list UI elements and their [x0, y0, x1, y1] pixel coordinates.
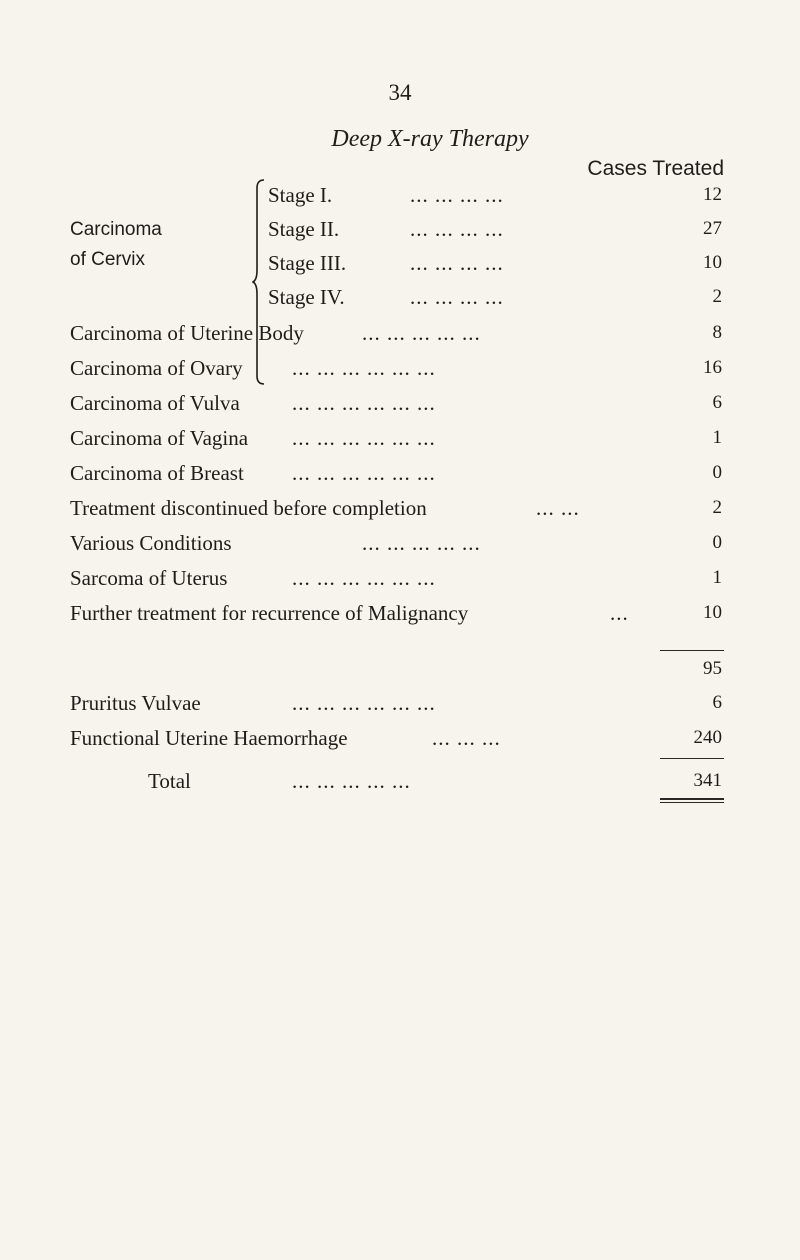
row-label: Stage III. — [268, 251, 347, 275]
table-row — [70, 316, 722, 350]
table-row-stage-3 — [70, 246, 722, 280]
leader-dots: ... ... ... ... ... ... — [292, 461, 436, 485]
leader-dots: ... ... ... ... ... ... — [292, 691, 436, 715]
row-value: 240 — [693, 727, 722, 748]
table-row — [70, 596, 722, 630]
row-label: Carcinoma of Breast — [70, 461, 244, 485]
leader-dots: ... ... ... ... — [410, 285, 504, 309]
leader-dots: ... ... ... ... ... — [362, 321, 481, 345]
total-value: 341 — [693, 770, 722, 791]
page-number: 34 — [388, 80, 412, 105]
cervix-group-label-line1: Carcinoma — [70, 219, 162, 240]
row-label: Stage I. — [268, 183, 333, 207]
table-row — [70, 386, 722, 420]
table-row — [70, 421, 722, 455]
row-value: 6 — [712, 392, 722, 413]
row-label: Carcinoma of Vulva — [70, 391, 240, 415]
row-label: Carcinoma of Uterine Body — [70, 321, 304, 345]
row-value: 8 — [712, 322, 722, 343]
subtotal-rule — [660, 650, 724, 651]
leader-dots: ... ... ... — [432, 726, 501, 750]
row-value: 1 — [712, 567, 722, 588]
table-row — [70, 526, 722, 560]
row-label: Pruritus Vulvae — [70, 691, 201, 715]
leader-dots: ... ... ... ... ... — [362, 531, 481, 555]
leader-dots: ... ... ... ... ... ... — [292, 391, 436, 415]
row-value: 16 — [703, 357, 722, 378]
row-label: Treatment discontinued before completion — [70, 496, 427, 520]
table-row-stage-1 — [70, 178, 722, 212]
table-row — [70, 721, 722, 755]
table-row — [70, 561, 722, 595]
row-value: 2 — [712, 286, 722, 307]
leader-dots: ... ... ... ... ... ... — [292, 356, 436, 380]
row-value: 0 — [712, 532, 722, 553]
row-value: 27 — [703, 218, 722, 239]
leader-dots: ... ... ... ... ... ... — [292, 566, 436, 590]
row-value: 10 — [703, 252, 722, 273]
table-row — [70, 351, 722, 385]
row-label: Further treatment for recurrence of Malignancy — [70, 601, 469, 625]
row-label: Functional Uterine Haemorrhage — [70, 726, 348, 750]
leader-dots: ... ... — [536, 496, 580, 520]
row-label: Carcinoma of Ovary — [70, 356, 243, 380]
cases-treated-header: Cases Treated — [587, 157, 724, 180]
row-label: Sarcoma of Uterus — [70, 566, 228, 590]
table-row-stage-2 — [70, 212, 722, 246]
total-rule — [660, 758, 724, 759]
row-value: 2 — [712, 497, 722, 518]
leader-dots: ... — [610, 601, 629, 625]
leader-dots: ... ... ... ... ... — [292, 769, 411, 793]
subtotal-value: 95 — [703, 658, 722, 679]
table-row — [70, 491, 722, 525]
table-row — [70, 686, 722, 720]
row-value: 0 — [712, 462, 722, 483]
row-label: Stage IV. — [268, 285, 345, 309]
cervix-group-label-line2: of Cervix — [70, 249, 145, 270]
row-value: 10 — [703, 602, 722, 623]
subtotal-row — [70, 652, 722, 686]
row-label: Various Conditions — [70, 531, 232, 555]
row-label: Carcinoma of Vagina — [70, 426, 249, 450]
table-row — [70, 456, 722, 490]
leader-dots: ... ... ... ... — [410, 217, 504, 241]
table-title: Deep X-ray Therapy — [331, 126, 529, 152]
table-row-stage-4 — [70, 280, 722, 314]
leader-dots: ... ... ... ... ... ... — [292, 426, 436, 450]
leader-dots: ... ... ... ... — [410, 183, 504, 207]
row-value: 6 — [712, 692, 722, 713]
leader-dots: ... ... ... ... — [410, 251, 504, 275]
row-value: 1 — [712, 427, 722, 448]
total-label: Total — [148, 769, 191, 793]
row-label: Stage II. — [268, 217, 340, 241]
total-row — [70, 764, 722, 798]
total-double-rule — [660, 798, 724, 800]
row-value: 12 — [703, 184, 722, 205]
